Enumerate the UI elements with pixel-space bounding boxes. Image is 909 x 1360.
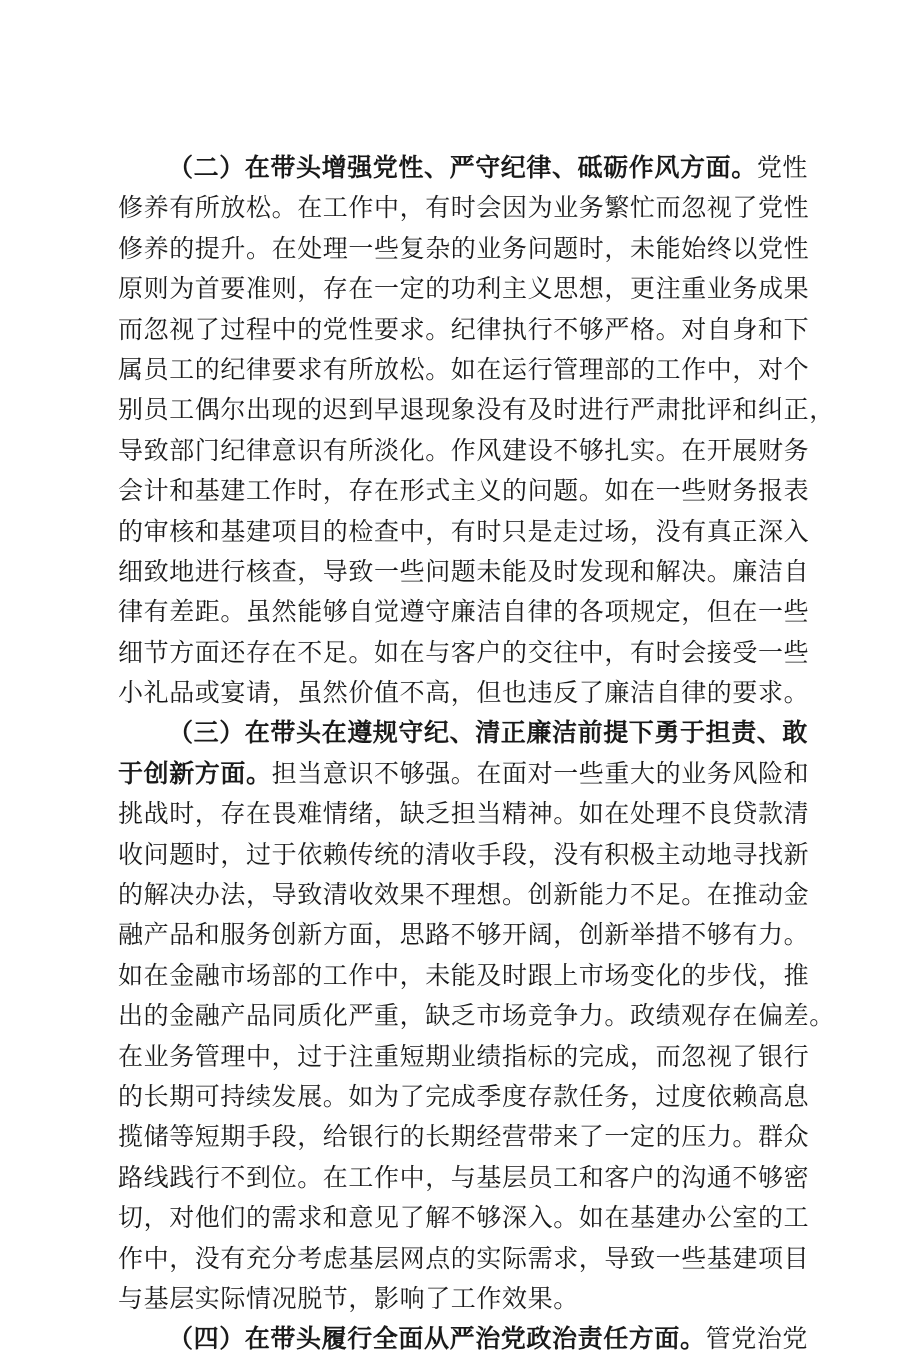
document-body: [118, 148, 835, 1360]
body-text: 细致地进行核查，导致一些问题未能及时发现和解决。廉洁自: [118, 556, 810, 586]
text-line: [118, 512, 818, 552]
section-heading: （二）在带头增强党性、严守纪律、砥砺作风方面。: [168, 153, 757, 182]
body-text: 管党治党: [705, 1324, 809, 1354]
body-text: 在业务管理中，过于注重短期业绩指标的完成，而忽视了银行: [118, 1041, 810, 1071]
text-line: [118, 875, 818, 915]
text-line: [118, 1077, 818, 1117]
body-text: 如在金融市场部的工作中，未能及时跟上市场变化的步伐，推: [118, 960, 810, 990]
text-line: [118, 915, 818, 955]
text-line: [118, 350, 818, 390]
body-text: 挑战时，存在畏难情绪，缺乏担当精神。如在处理不良贷款清: [118, 799, 810, 829]
body-text: 会计和基建工作时，存在形式主义的问题。如在一些财务报表: [118, 476, 810, 506]
body-text: 出的金融产品同质化严重，缺乏市场竞争力。政绩观存在偏差。: [118, 1001, 835, 1031]
body-text: 收问题时，过于依赖传统的清收手段，没有积极主动地寻找新: [118, 839, 810, 869]
text-line: [118, 1198, 818, 1238]
body-text: 律有差距。虽然能够自觉遵守廉洁自律的各项规定，但在一些: [118, 597, 810, 627]
body-text: 原则为首要准则，存在一定的功利主义思想，更注重业务成果: [118, 274, 810, 304]
body-text: 作中，没有充分考虑基层网点的实际需求，导致一些基建项目: [118, 1243, 810, 1273]
text-line: [118, 754, 818, 794]
text-line: [118, 592, 818, 632]
body-text: 属员工的纪律要求有所放松。如在运行管理部的工作中，对个: [118, 354, 810, 384]
body-text: 的解决办法，导致清收效果不理想。创新能力不足。在推动金: [118, 880, 810, 910]
text-line: [118, 1158, 818, 1198]
body-text: 揽储等短期手段，给银行的长期经营带来了一定的压力。群众: [118, 1122, 810, 1152]
text-line: [118, 471, 818, 511]
text-line: [118, 633, 818, 673]
text-line: [118, 390, 835, 430]
body-text: 别员工偶尔出现的迟到早退现象没有及时进行严肃批评和纠正，: [118, 395, 835, 425]
text-line: [118, 269, 818, 309]
body-text: 修养的提升。在处理一些复杂的业务问题时，未能始终以党性: [118, 233, 810, 263]
body-text: 修养有所放松。在工作中，有时会因为业务繁忙而忽视了党性: [118, 193, 810, 223]
text-line: [118, 1319, 818, 1359]
body-text: 的长期可持续发展。如为了完成季度存款任务，过度依赖高息: [118, 1081, 810, 1111]
text-line: [118, 148, 818, 188]
body-text: 导致部门纪律意识有所淡化。作风建设不够扎实。在开展财务: [118, 435, 810, 465]
text-line: [118, 794, 818, 834]
text-line: [118, 188, 818, 228]
text-line: [118, 1037, 818, 1077]
text-line: [118, 1117, 818, 1157]
text-line: [118, 956, 818, 996]
body-text: 而忽视了过程中的党性要求。纪律执行不够严格。对自身和下: [118, 314, 810, 344]
body-text: 与基层实际情况脱节，影响了工作效果。: [118, 1283, 579, 1313]
text-line: [118, 1239, 818, 1279]
section-heading: 于创新方面。: [118, 758, 272, 788]
body-text: 担当意识不够强。在面对一些重大的业务风险和: [271, 758, 810, 788]
body-text: 细节方面还存在不足。如在与客户的交往中，有时会接受一些: [118, 637, 810, 667]
text-line: [118, 431, 818, 471]
text-line: [118, 713, 818, 753]
text-line: [118, 552, 818, 592]
body-text: 切，对他们的需求和意见了解不够深入。如在基建办公室的工: [118, 1203, 810, 1233]
text-line: [118, 1279, 818, 1319]
body-text: 路线践行不到位。在工作中，与基层员工和客户的沟通不够密: [118, 1162, 810, 1192]
text-line: [118, 673, 818, 713]
text-line: [118, 310, 818, 350]
body-text: 小礼品或宴请，虽然价值不高，但也违反了廉洁自律的要求。: [118, 678, 810, 708]
body-text: 的审核和基建项目的检查中，有时只是走过场，没有真正深入: [118, 516, 810, 546]
section-heading: （三）在带头在遵规守纪、清正廉洁前提下勇于担责、敢: [168, 718, 809, 748]
section-heading: （四）在带头履行全面从严治党政治责任方面。: [168, 1324, 706, 1354]
body-text: 融产品和服务创新方面，思路不够开阔，创新举措不够有力。: [118, 920, 810, 950]
text-line: [118, 996, 835, 1036]
body-text: 党性: [756, 153, 809, 182]
text-line: [118, 835, 818, 875]
text-line: [118, 229, 818, 269]
